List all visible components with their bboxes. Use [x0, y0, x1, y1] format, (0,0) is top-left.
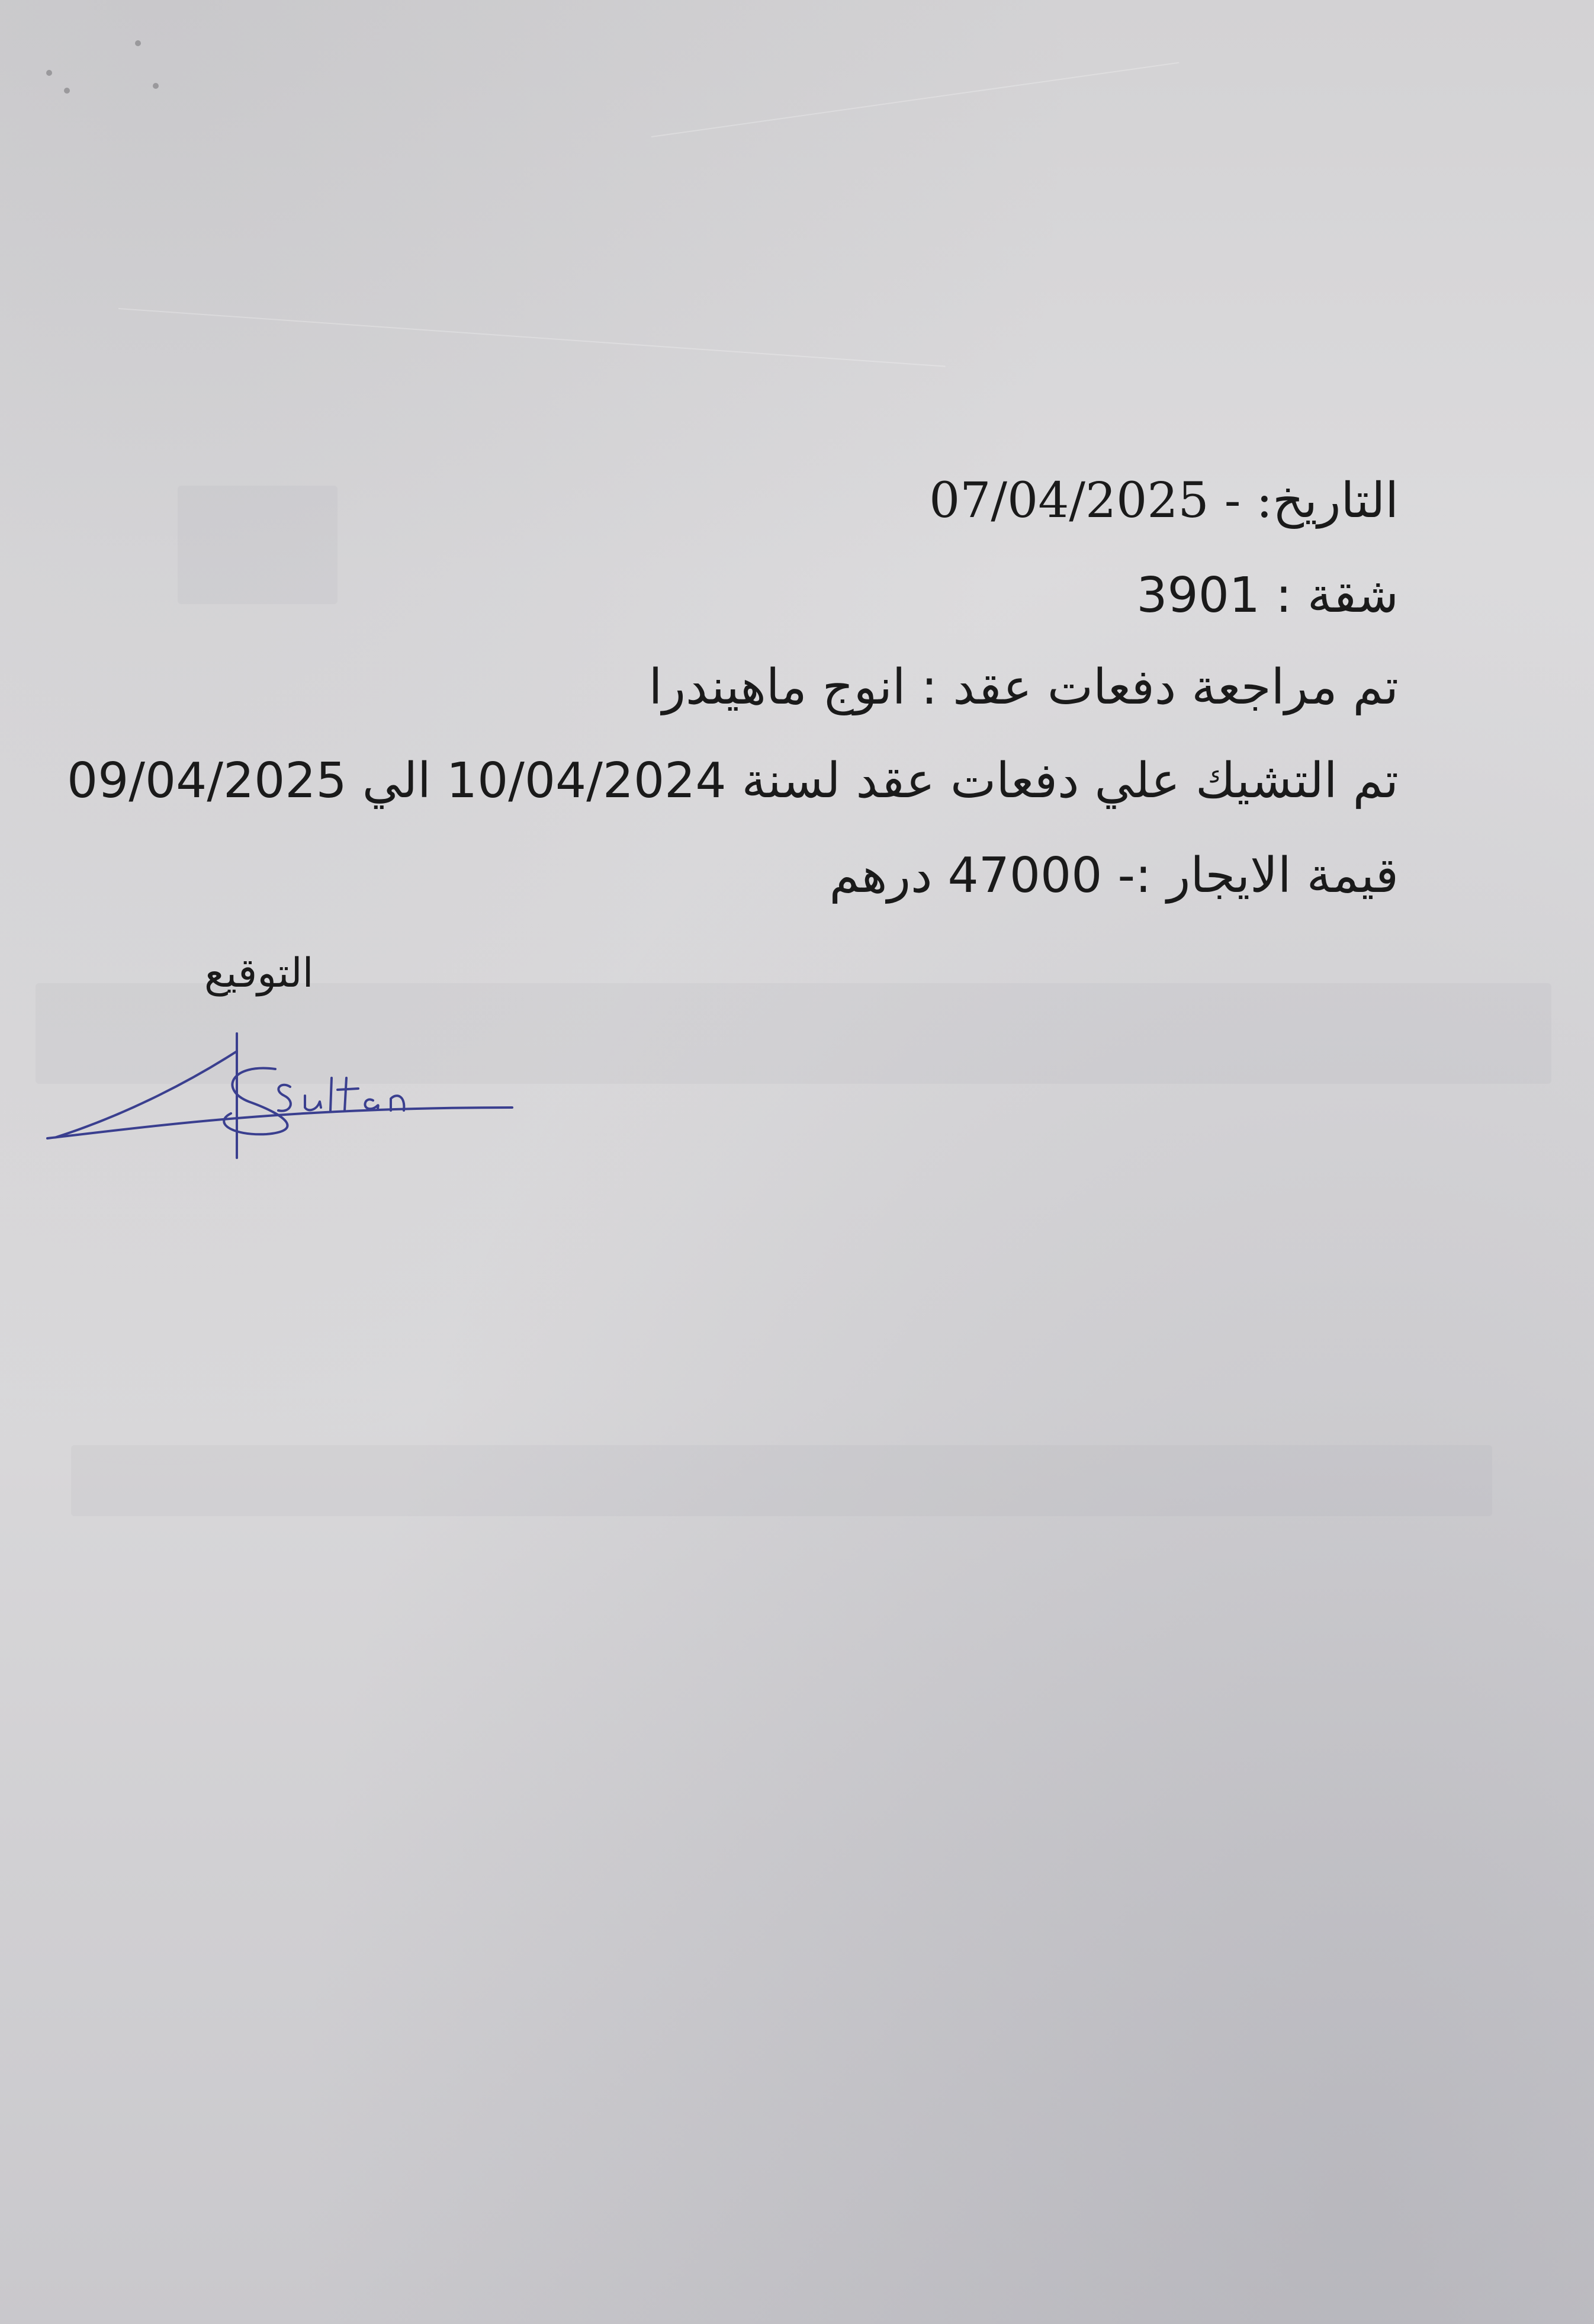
apartment-line: شقة : 3901	[1136, 567, 1399, 624]
paper-fold	[118, 308, 946, 367]
signature-label: التوقيع	[204, 950, 314, 997]
contract-review-line: تم مراجعة دفعات عقد : انوج ماهيندرا	[648, 659, 1399, 715]
punch-mark	[135, 40, 141, 46]
date-line: التاريخ: - 07/04/2025	[929, 473, 1399, 529]
punch-mark	[153, 83, 159, 89]
bleed-through-mark	[71, 1445, 1492, 1516]
punch-mark	[64, 88, 70, 94]
handwritten-signature	[41, 1007, 527, 1173]
punch-mark	[46, 70, 52, 76]
rent-value-line: قيمة الايجار :- 47000 درهم	[829, 848, 1399, 904]
paper-fold	[651, 62, 1180, 137]
payment-check-line: تم التشيك علي دفعات عقد لسنة 10/04/2024 الي 09/04/2025	[67, 753, 1399, 809]
bleed-through-mark	[178, 486, 338, 604]
